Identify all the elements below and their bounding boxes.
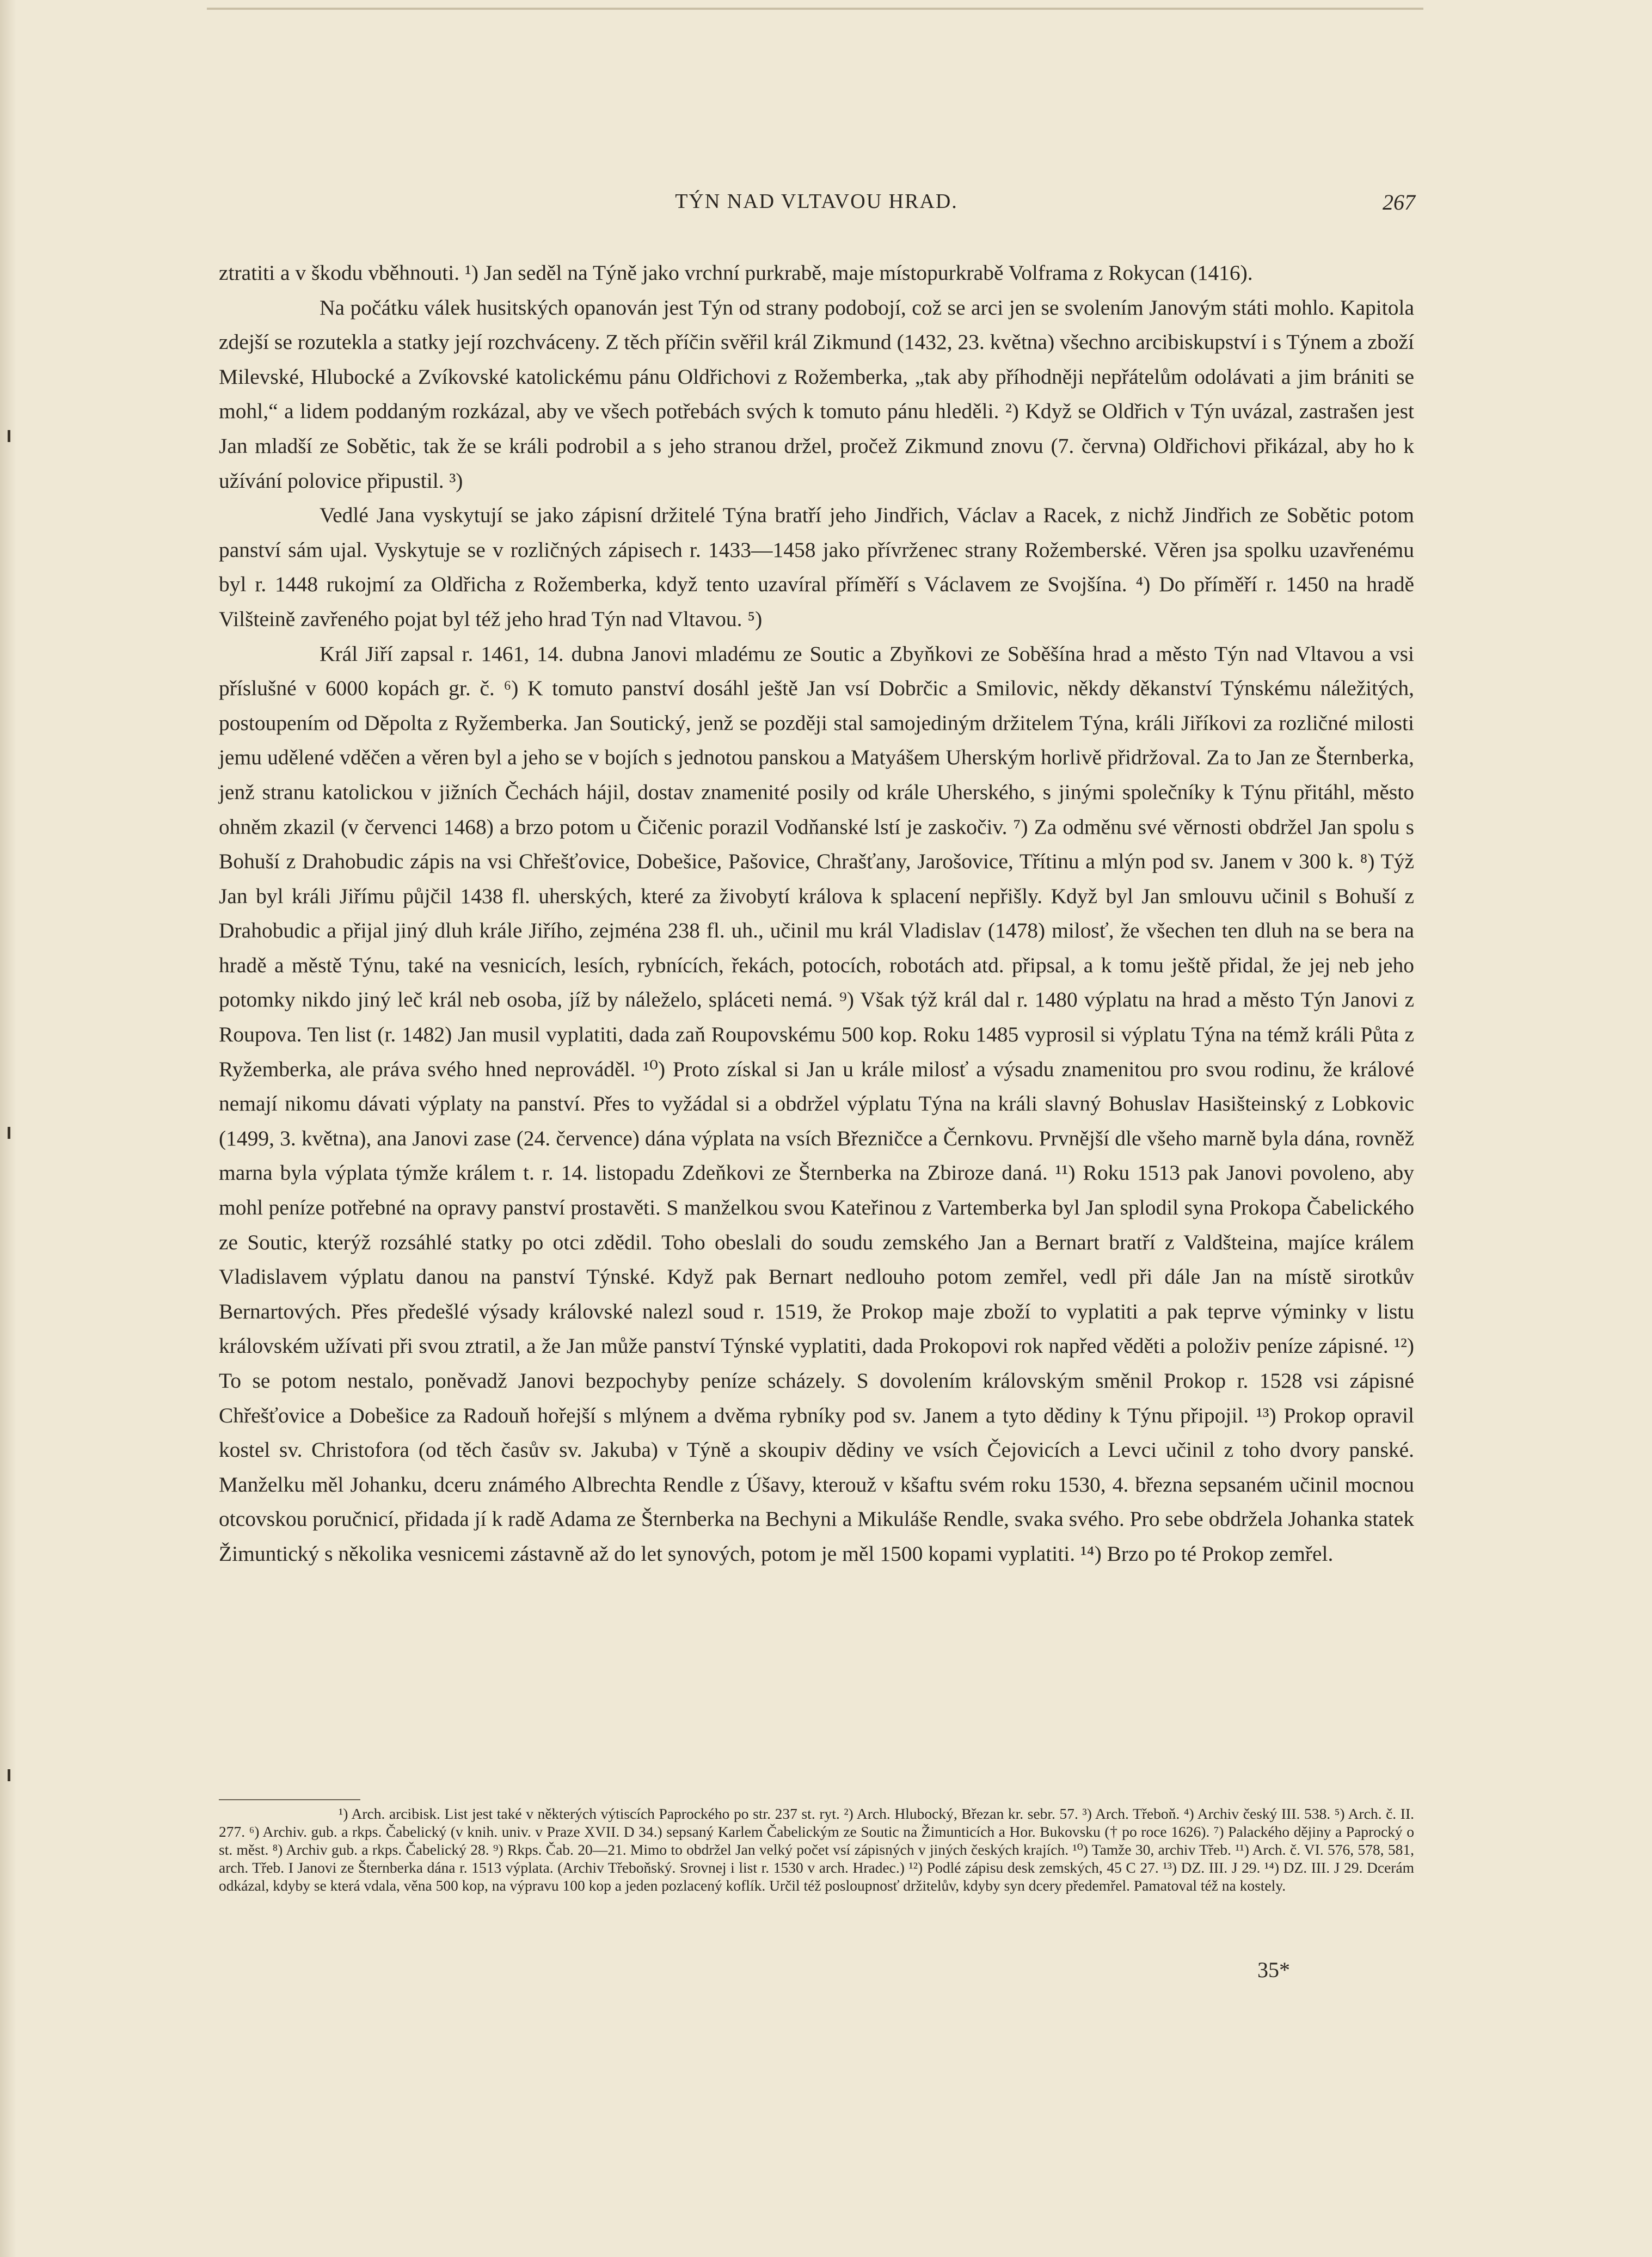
top-edge-rule	[207, 8, 1423, 10]
page-header	[218, 189, 1415, 222]
margin-mark	[8, 430, 10, 442]
page-number: 267	[1383, 190, 1415, 214]
margin-mark	[8, 1127, 10, 1139]
paragraph-4: Král Jiří zapsal r. 1461, 14. dubna Janovi mladému ze Soutic a Zbyňkovi ze Soběšína hrad a město Týn nad Vltavou a vsi příslušné v 6000 kopách gr. č. ⁶) K tomuto panství dosáhl ještě Jan vsí Dobrčic a Smilovic, někdy děkanství Týnskému náležitých, postoupením od Děpolta z Ryžemberka. Jan Soutický, jenž se později stal samojediným držitelem Týna, králi Jiříkovi za rozličné milosti jemu udělené vděčen a věren byl a jeho se v bojích s jednotou panskou a Matyášem Uherským horlivě přidržoval. Za to Jan ze Šternberka, jenž stranu katolickou v jižních Čechách hájil, dostav znamenité posily od krále Uherského, s jinými společníky k Týnu přitáhl, město ohněm zkazil (v červenci 1468) a brzo potom u Čičenic porazil Vodňanské lstí je zaskočiv. ⁷) Za odměnu své věrnosti obdržel Jan spolu s Bohuší z Drahobudic zápis na vsi Chřešťovice, Dobešice, Pašovice, Chrašťany, Jarošovice, Třítinu a mlýn pod sv. Janem v 300 k. ⁸) Týž Jan byl králi Jiřímu půjčil 1438 fl. uherských, které za živobytí králova k splacení nepřišly. Když byl Jan smlouvu učinil s Bohuší z Drahobudic a přijal jiný dluh krále Jiřího, zejména 238 fl. uh., učinil mu král Vladislav (1478) milosť, že všechen ten dluh na se bera na hradě a městě Týnu, také na vesnicích, lesích, rybnících, řekách, potocích, robotách atd. připsal, a k tomu ještě přidal, že jej neb jeho potomky nikdo jiný leč král neb osoba, jíž by náleželo, spláceti nemá. ⁹) Však týž král dal r. 1480 výplatu na hrad a město Týn Janovi z Roupova. Ten list (r. 1482) Jan musil vyplatiti, dada zaň Roupovskému 500 kop. Roku 1485 vyprosil si výplatu Týna na témž králi Půta z Ryžemberka, ale práva svého hned neprováděl. ¹⁰) Proto získal si Jan u krále milosť a výsadu znamenitou pro svou rodinu, že králové nemají nikomu dávati výplaty na panství. Přes to vyžádal si a obdržel výplatu Týna na králi slavný Bohuslav Hasišteinský z Lobkovic (1499, 3. května), ana Janovi zase (24. července) dána výplata na vsích Březničce a Černkovu. Prvnější dle všeho marně byla dána, rovněž marna byla výplata týmže králem t. r. 14. listopadu Zdeňkovi ze Šternberka na Zbiroze daná. ¹¹) Roku 1513 pak Janovi povoleno, aby mohl peníze potřebné na opravy panství prostavěti. S manželkou svou Kateřinou z Vartemberka byl Jan splodil syna Prokopa Čabelického ze Soutic, kterýž rozsáhlé statky po otci zdědil. Toho obeslali do soudu zemského Jan a Bernart bratří z Valdšteina, majíce králem Vladislavem výplatu danou na panství Týnské. Když pak Bernart nedlouho potom zemřel, vedl při dále Jan na místě sirotkův Bernartových. Přes předešlé výsady královské nalezl soud r. 1519, že Prokop maje zboží to vyplatiti a pak teprve výminky v listu královském užívati při svou ztratil, a že Jan může panství Týnské vyplatiti, dada Prokopovi rok napřed věděti a položiv peníze zápisné. ¹²) To se potom nestalo, poněvadž Janovi bezpochyby peníze scházely. S dovolením královským směnil Prokop r. 1528 vsi zápisné Chřešťovice a Dobešice za Radouň hořejší s mlýnem a dvěma rybníky pod sv. Janem a tyto dědiny k Týnu připojil. ¹³) Prokop opravil kostel sv. Christofora (od těch časův sv. Jakuba) v Týně a skoupiv dědiny ve vsích Čejovicích a Levci učinil z toho dvory panské. Manželku měl Johanku, dceru známého Albrechta Rendle z Úšavy, kterouž v kšaftu svém roku 1530, 4. března sepsaném učinil mocnou otcovskou poručnicí, přidada jí k radě Adama ze Šternberka na Bechyni a Mikuláše Rendle, svaka svého. Pro sebe obdržela Johanka statek Žimuntický s několika vesnicemi zástavně až do let synových, potom je měl 1500 kopami vyplatiti. ¹⁴) Brzo po té Prokop zemřel.	[219, 641, 1414, 1566]
paragraph-2: Na počátku válek husitských opanován jest Týn od strany podobojí, což se arci jen se svolením Janovým státi mohlo. Kapitola zdejší se rozutekla a statky její rozchváceny. Z těch příčin svěřil král Zikmund (1432, 23. května) všechno arcibiskupství i s Týnem a zboží Milevské, Hlubocké a Zvíkovské katolickému pánu Oldřichovi z Rožemberka, „tak aby příhodněji nepřátelům odolávati a jim brániti se mohl,“ a lidem poddaným rozkázal, aby ve všech potřebách svých k tomuto pánu hleděli. ²) Když se Oldřich v Týn uvázal, zastrašen jest Jan mladší ze Sobětic, tak že se králi podrobil a s jeho stranou držel, pročež Zikmund znovu (7. června) Oldřichovi přikázal, aby ho k užívání polovice připustil. ³)	[219, 295, 1414, 493]
footnotes-text: ¹) Arch. arcibisk. List jest také v některých výtiscích Paprockého po str. 237 st. ryt. ²) Arch. Hlubocký, Březan kr. sebr. 57. ³) Arch. Třeboň. ⁴) Archiv český III. 538. ⁵) Arch. č. II. 277. ⁶) Archiv. gub. a rkps. Čabelický (v knih. univ. v Praze XVII. D 34.) sepsaný Karlem Čabelickým ze Soutic na Žimunticích a Hor. Bukovsku († po roce 1626). ⁷) Palackého dějiny a Paprocký o st. měst. ⁸) Archiv gub. a rkps. Čabelický 28. ⁹) Rkps. Čab. 20—21. Mimo to obdržel Jan velký počet vsí zápisných v jiných českých krajích. ¹⁰) Tamže 30, archiv Třeb. ¹¹) Arch. č. VI. 576, 578, 581, arch. Třeb. I Janovi ze Šternberka dána r. 1513 výplata. (Archiv Třeboňský. Srovnej i list r. 1530 v arch. Hradec.) ¹²) Podlé zápisu desk zemských, 45 C 27. ¹³) DZ. III. J 29. ¹⁴) DZ. III. J 29. Dcerám odkázal, kdyby se která vdala, věna 500 kop, na výpravu 100 kop a jeden pozlacený koflík. Určil též posloupnosť držitelův, kdyby syn dcery předemřel. Pamatoval též na kostely.	[219, 1805, 1414, 1894]
paragraph-1: ztratiti a v škodu vběhnouti. ¹) Jan seděl na Týně jako vrchní purkrabě, maje místopurkrabě Volframa z Rokycan (1416).	[219, 261, 1253, 285]
margin-mark	[8, 1769, 10, 1781]
main-text	[219, 256, 1414, 1572]
running-title: TÝN NAD VLTAVOU HRAD.	[675, 190, 958, 213]
paragraph-3: Vedlé Jana vyskytují se jako zápisní držitelé Týna bratří jeho Jindřich, Václav a Racek, z nichž Jindřich ze Sobětic potom panství sám ujal. Vyskytuje se v rozličných zápisech r. 1433—1458 jako přívrženec strany Rožemberské. Věren jsa spolku uzavřenému byl r. 1448 rukojmí za Oldřicha z Rožemberka, když tento uzavíral příměří s Václavem ze Svojšína. ⁴) Do příměří r. 1450 na hradě Vilšteině zavřeného pojat byl též jeho hrad Týn nad Vltavou. ⁵)	[219, 503, 1414, 631]
signature-mark: 35*	[1257, 1958, 1290, 1982]
footnotes	[219, 1805, 1414, 1894]
footnote-divider	[219, 1799, 360, 1800]
